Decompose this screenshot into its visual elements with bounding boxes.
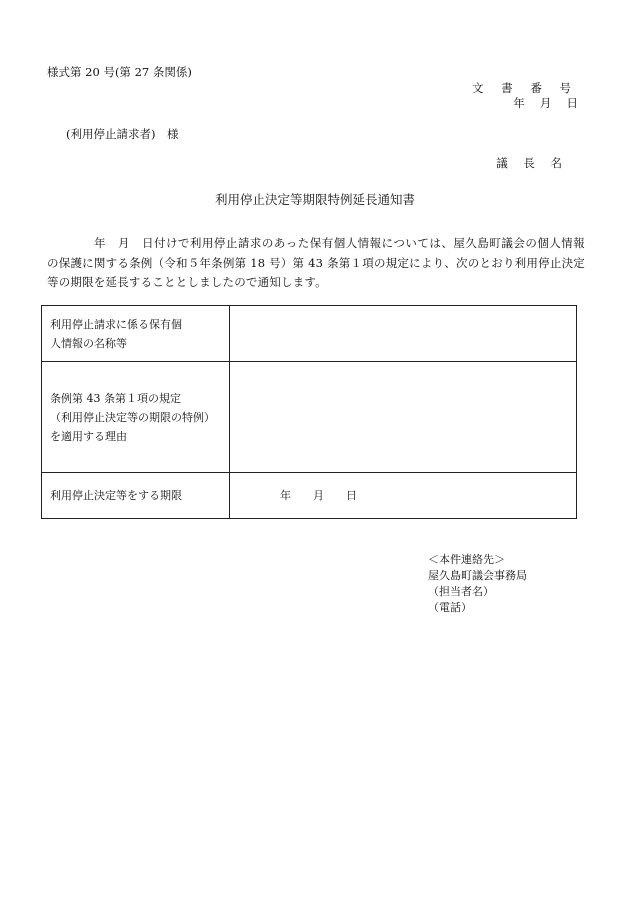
- row2-label-line3: を適用する理由: [50, 429, 127, 443]
- form-number: 様式第 20 号(第 27 条関係): [47, 65, 192, 79]
- table-value-cell: [230, 306, 577, 362]
- row2-label-line2: （利用停止決定等の期限の特例）: [50, 410, 215, 424]
- table-value-cell: [230, 362, 577, 473]
- document-number-label: 文 書 番 号: [472, 81, 578, 95]
- row2-label-line1: 条例第 43 条第１項の規定: [50, 391, 181, 405]
- contact-heading: ＜本件連絡先＞: [428, 553, 505, 566]
- date-line: 年 月 日: [513, 96, 578, 110]
- table-label-cell: [42, 306, 230, 362]
- table-label-cell: [42, 472, 230, 518]
- row1-label-line2: 人情報の名称等: [50, 336, 127, 350]
- contact-office: 屋久島町議会事務局: [428, 569, 527, 582]
- body-text: 年 月 日付けで利用停止請求のあった保有個人情報については、屋久島町議会の個人情報の保護に関する条例（令和５年条例第 18 号）第 43 条第１項の規定により、次のとおり利用停止決定等の期限を延長することとしましたので通知します。: [47, 236, 585, 289]
- table-row: [42, 472, 577, 518]
- table-row: [42, 362, 577, 473]
- table-value-cell: [230, 472, 577, 518]
- addressee: (利用停止請求者) 様: [66, 127, 179, 141]
- row1-label-line1: 利用停止請求に係る保有個: [50, 317, 182, 331]
- row3-label: 利用停止決定等をする期限: [50, 488, 182, 502]
- deadline-date: 年 月 日: [280, 488, 357, 502]
- info-table: [41, 305, 577, 519]
- document-title: 利用停止決定等期限特例延長通知書: [214, 192, 415, 207]
- contact-person: （担当者名）: [428, 585, 494, 598]
- table-label-cell: [42, 362, 230, 473]
- contact-block: [428, 552, 527, 616]
- table-row: [42, 306, 577, 362]
- chair-name-label: 議 長 名: [496, 156, 568, 170]
- contact-phone: （電話）: [428, 601, 472, 614]
